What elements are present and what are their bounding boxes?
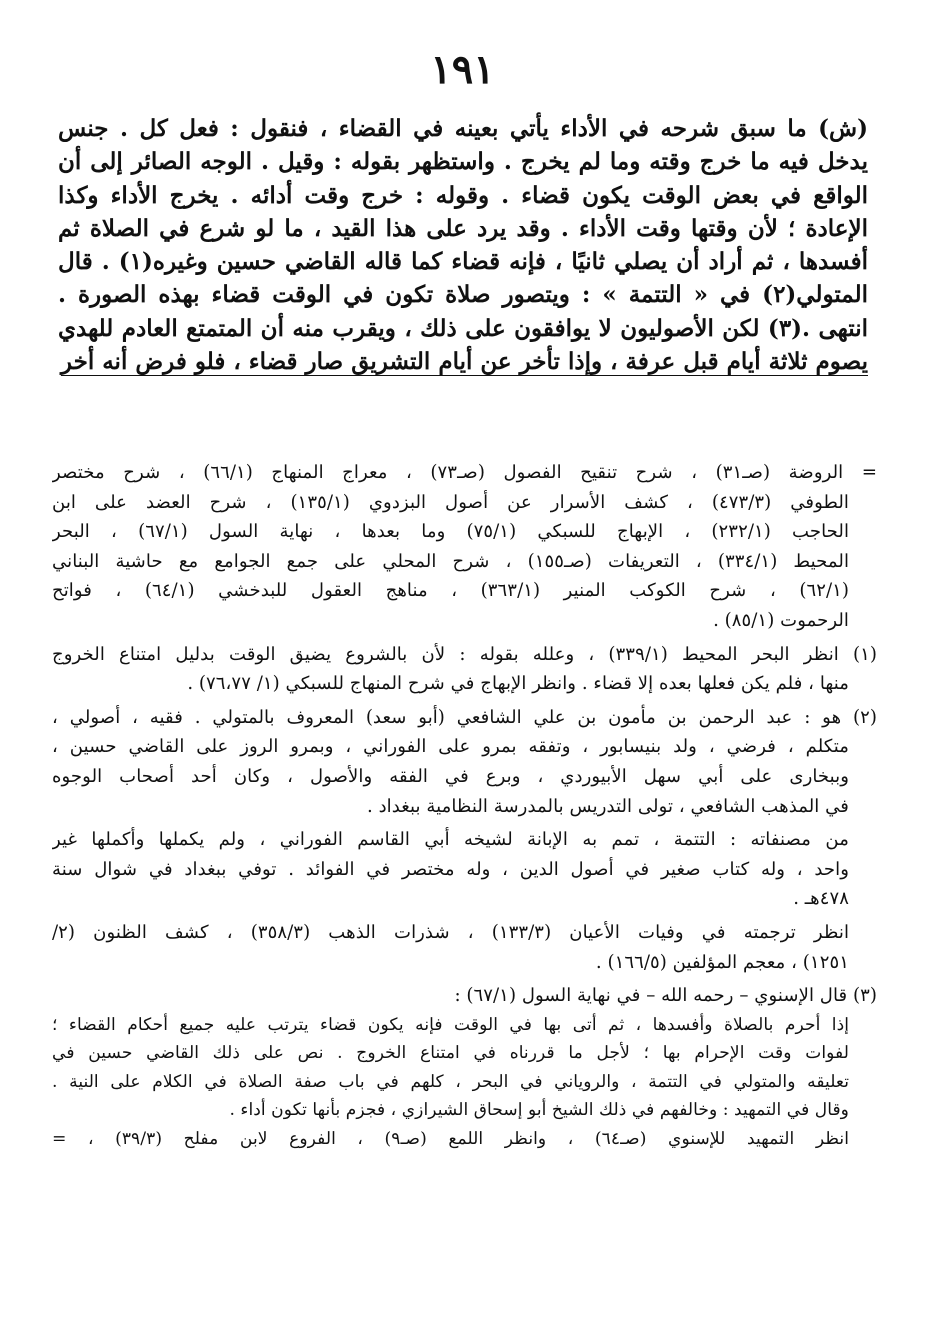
footnote-line: لفوات وقت الإحرام بها ؛ لأجل ما قررناه في امتناع الخروج . نص على ذلك القاضي حسين في bbox=[52, 1043, 849, 1064]
main-text-line: (ش) ما سبق شرحه في الأداء يأتي بعينه في القضاء ، فنقول : فعل كل . جنس bbox=[58, 115, 868, 142]
main-text-line-underlined: يصوم ثلاثة أيام قبل عرفة ، وإذا تأخر عن أيام التشريق صار قضاء ، فلو فرض أنه أخر bbox=[60, 348, 868, 376]
footnotes bbox=[52, 458, 877, 1158]
footnote-line: الرحموت (٨٥/١) . bbox=[713, 609, 849, 631]
footnote-line: في المذهب الشافعي ، تولى التدريس بالمدرسة النظامية ببغداد . bbox=[367, 795, 849, 817]
footnote-1 bbox=[52, 640, 877, 699]
footnote-line: من مصنفاته : التتمة ، تمم به الإبانة لشيخه أبي القاسم الفوراني ، ولم يكملها وأكملها غير bbox=[52, 829, 849, 851]
footnote-continuation bbox=[52, 458, 877, 636]
footnote-line: المحيط (٣٣٤/١) ، التعريفات (صـ١٥٥) ، شرح المحلي على جمع الجوامع مع حاشية البناني bbox=[52, 550, 849, 572]
main-text-line: انتهى .(٣) لكن الأصوليون لا يوافقون على ذلك ، ويقرب منه أن المتمتع العادم للهدي bbox=[58, 314, 868, 342]
footnote-line: إذا أحرم بالصلاة وأفسدها ، ثم أتى بها في الوقت فإنه يكون قضاء يترتب عليه جميع أحكام القضاء ؛ bbox=[52, 1014, 849, 1035]
footnote-line: الحاجب (٢٣٢/١) ، الإبهاج للسبكي (٧٥/١) وما بعدها ، نهاية السول (٦٧/١) ، البحر bbox=[52, 521, 849, 543]
main-text bbox=[58, 112, 868, 378]
footnote-3 bbox=[52, 981, 877, 1154]
main-text-line: أفسدها ، ثم أراد أن يصلي ثانيًا ، فإنه قضاء كما قاله القاضي حسين وغيره(١) . قال bbox=[58, 248, 868, 276]
footnote-line: ٤٧٨هـ . bbox=[793, 888, 849, 910]
main-text-line: يدخل فيه ما خرج وقته وما لم يخرج . واستظهر بقوله : وقيل . الوجه الصائر إلى أن bbox=[58, 148, 868, 176]
footnote-line: (٣) قال الإسنوي – رحمه الله – في نهاية السول (٦٧/١) : bbox=[454, 985, 877, 1007]
main-text-line: الواقع في بعض الوقت يكون قضاء . وقوله : خرج وقت أدائه . يخرج الأداء وكذا bbox=[58, 181, 868, 209]
footnote-line: وقال في التمهيد : وخالفهم في ذلك الشيخ أبو إسحاق الشيرازي ، فجزم بأنها تكون أداء . bbox=[229, 1100, 849, 1121]
footnote-line: (١) انظر البحر المحيط (٣٣٩/١) ، وعلله بقوله : لأن بالشروع يضيق الوقت بدليل امتناع الخروج bbox=[52, 643, 877, 665]
footnote-line: متكلم ، فرضي ، ولد بنيسابور ، وتفقه بمرو على الفوراني ، وبمرو الروز على القاضي حسين ، bbox=[52, 736, 849, 758]
footnote-line: الطوفي (٤٧٣/٣) ، كشف الأسرار عن أصول البزدوي (١٣٥/١) ، شرح العضد على ابن bbox=[52, 491, 849, 513]
main-text-line: المتولي(٢) في « التتمة » : ويتصور صلاة تكون في الوقت قضاء بهذه الصورة . bbox=[58, 281, 868, 309]
footnote-line: ١٢٥١) ، معجم المؤلفين (١٦٦/٥) . bbox=[595, 951, 849, 973]
page-number: ١٩١ bbox=[430, 46, 495, 93]
footnote-2 bbox=[52, 703, 877, 821]
footnote-2-works bbox=[52, 825, 877, 914]
footnote-line: (٢) هو : عبد الرحمن بن مأمون بن علي الشافعي (أبو سعد) المعروف بالمتولي . فقيه ، أصولي ، bbox=[52, 706, 877, 728]
footnote-2-references bbox=[52, 918, 877, 977]
footnote-line: منها ، فلم يكن فعلها بعده إلا قضاء . وانظر الإبهاج في شرح المنهاج للسبكي (١/ ٧٦،٧٧) . bbox=[187, 673, 849, 695]
footnote-line: (٦٢/١) ، شرح الكوكب المنير (٣٦٣/١) ، مناهج العقول للبدخشي (٦٤/١) ، فواتح bbox=[52, 580, 849, 602]
footnote-line: واحد ، وله كتاب صغير في أصول الدين ، وله مختصر في الفوائد . توفي ببغداد في شوال سنة bbox=[52, 858, 849, 880]
footnote-line: = الروضة (صـ٣١) ، شرح تنقيح الفصول (صـ٧٣) ، معراج المنهاج (٦٦/١) ، شرح مختصر bbox=[52, 462, 877, 483]
main-text-line: الإعادة ؛ لأن وقتها وقت الأداء . وقد يرد على هذا القيد ، ما لو شرع في الصلاة ثم bbox=[58, 214, 868, 242]
footnote-line: انظر ترجمته في وفيات الأعيان (١٣٣/٣) ، شذرات الذهب (٣٥٨/٣) ، كشف الظنون (٢/ bbox=[52, 921, 849, 943]
footnote-line: انظر التمهيد للإسنوي (صـ٦٤) ، وانظر اللمع (صـ٩) ، الفروع لابن مفلح (٣٩/٣) ، = bbox=[52, 1129, 849, 1150]
footnote-line: تعليقه والمتولي في التتمة ، والروياني في البحر ، كلهم في باب صفة الصلاة في الكلام على النية . bbox=[52, 1071, 849, 1092]
footnote-line: وببخارى على أبي سهل الأبيوردي ، وبرع في الفقه والأصول ، وكان أحد أصحاب الوجوه bbox=[52, 765, 849, 787]
